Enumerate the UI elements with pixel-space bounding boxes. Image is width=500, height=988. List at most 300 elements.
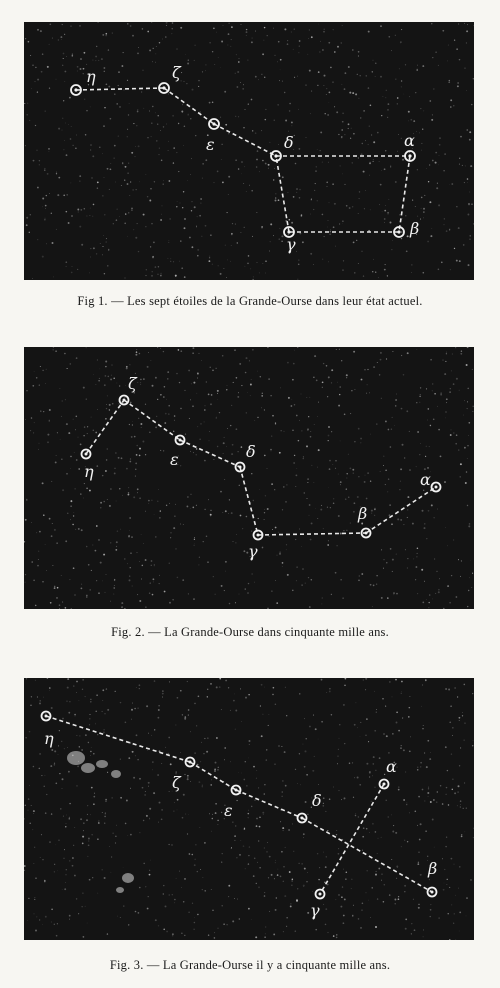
texture-speck [67, 678, 69, 680]
texture-speck [49, 518, 51, 520]
texture-speck [236, 857, 237, 858]
texture-speck [263, 814, 264, 815]
texture-speck [107, 168, 109, 170]
texture-speck [24, 541, 25, 542]
texture-speck [129, 575, 130, 576]
texture-speck [253, 277, 254, 278]
texture-speck [277, 555, 278, 556]
texture-speck [219, 678, 221, 679]
texture-speck [293, 851, 294, 852]
texture-speck [83, 387, 85, 389]
texture-speck [252, 349, 254, 351]
texture-speck [57, 870, 58, 871]
texture-speck [372, 271, 373, 272]
texture-speck [366, 498, 368, 500]
texture-speck [264, 519, 265, 520]
texture-speck [212, 814, 213, 815]
texture-speck [83, 435, 85, 437]
texture-speck [418, 852, 419, 853]
texture-speck [467, 347, 469, 348]
texture-speck [437, 406, 438, 407]
texture-speck [136, 687, 137, 688]
texture-speck [344, 134, 345, 135]
texture-speck [49, 88, 50, 89]
texture-speck [62, 65, 63, 66]
texture-speck [338, 749, 339, 750]
texture-speck [318, 879, 319, 880]
texture-speck [343, 260, 344, 261]
texture-speck [106, 574, 107, 575]
texture-speck [269, 856, 271, 858]
texture-speck [469, 422, 471, 424]
texture-speck [223, 442, 225, 444]
texture-speck [452, 779, 453, 780]
texture-speck [25, 519, 27, 521]
texture-speck [74, 594, 76, 596]
texture-speck [127, 173, 128, 174]
texture-speck [130, 181, 131, 182]
texture-speck [417, 553, 418, 554]
texture-speck [444, 883, 445, 884]
texture-speck [154, 729, 155, 730]
texture-speck [131, 436, 133, 438]
texture-speck [339, 724, 340, 725]
texture-speck [184, 878, 186, 880]
texture-speck [228, 687, 229, 688]
texture-speck [102, 34, 104, 36]
texture-speck [329, 202, 330, 203]
texture-speck [195, 135, 196, 136]
texture-speck [97, 893, 98, 894]
texture-speck [250, 395, 251, 396]
texture-speck [317, 467, 318, 468]
texture-speck [326, 365, 328, 367]
texture-speck [65, 882, 66, 883]
texture-speck [380, 76, 382, 78]
texture-speck [246, 31, 248, 33]
texture-speck [422, 129, 423, 130]
texture-speck [87, 923, 88, 924]
texture-speck [97, 181, 99, 183]
texture-speck [439, 578, 440, 579]
texture-speck [84, 426, 85, 427]
texture-speck [25, 145, 26, 146]
texture-speck [419, 402, 420, 403]
texture-speck [107, 709, 109, 711]
texture-speck [85, 906, 86, 907]
texture-speck [310, 539, 312, 541]
texture-speck [426, 388, 427, 389]
texture-speck [432, 819, 434, 821]
texture-speck [76, 135, 77, 136]
texture-speck [37, 565, 39, 567]
texture-speck [104, 592, 105, 593]
texture-speck [209, 813, 210, 814]
texture-speck [353, 905, 354, 906]
texture-speck [203, 753, 204, 754]
texture-speck [322, 259, 323, 260]
texture-speck [143, 214, 145, 216]
texture-speck [352, 49, 354, 51]
texture-speck [74, 875, 76, 877]
texture-speck [348, 66, 350, 68]
texture-speck [417, 431, 419, 433]
texture-speck [280, 69, 281, 70]
texture-speck [238, 58, 239, 59]
texture-speck [44, 775, 45, 776]
texture-speck [194, 60, 195, 61]
texture-speck [221, 862, 222, 863]
texture-speck [452, 789, 453, 790]
texture-speck [61, 741, 62, 742]
texture-speck [285, 847, 286, 848]
texture-speck [470, 879, 471, 880]
figure-1-noise [24, 22, 474, 280]
texture-speck [45, 208, 46, 209]
texture-speck [342, 886, 343, 887]
texture-speck [121, 602, 123, 604]
texture-speck [337, 382, 338, 383]
texture-speck [261, 735, 263, 737]
texture-speck [293, 49, 294, 50]
texture-speck [97, 360, 98, 361]
texture-speck [108, 376, 110, 378]
texture-speck [151, 500, 152, 501]
texture-speck [315, 508, 316, 509]
texture-speck [121, 65, 123, 67]
texture-speck [72, 865, 74, 867]
texture-speck [54, 587, 56, 589]
texture-speck [454, 40, 455, 41]
texture-speck [235, 542, 236, 543]
texture-speck [109, 505, 111, 507]
texture-speck [221, 709, 222, 710]
texture-speck [369, 126, 370, 127]
texture-speck [173, 147, 175, 149]
texture-speck [143, 378, 144, 379]
texture-speck [86, 64, 87, 65]
texture-speck [179, 871, 180, 872]
texture-speck [66, 815, 67, 816]
fig3-star-beta [427, 859, 437, 897]
texture-speck [281, 430, 282, 431]
texture-speck [376, 575, 377, 576]
texture-speck [350, 523, 351, 524]
texture-speck [87, 805, 88, 806]
texture-speck [57, 923, 58, 924]
texture-speck [80, 58, 82, 60]
texture-speck [64, 140, 65, 141]
texture-speck [460, 476, 461, 477]
texture-speck [59, 773, 60, 774]
texture-speck [183, 524, 184, 525]
texture-speck [49, 690, 50, 691]
texture-speck [260, 376, 261, 377]
texture-speck [446, 230, 448, 232]
texture-speck [244, 828, 245, 829]
texture-speck [235, 116, 236, 117]
texture-speck [55, 844, 56, 845]
texture-speck [95, 56, 97, 58]
texture-speck [409, 96, 410, 97]
texture-speck [190, 118, 191, 119]
texture-speck [113, 378, 115, 380]
texture-speck [385, 205, 386, 206]
texture-speck [128, 494, 130, 496]
texture-speck [216, 737, 218, 739]
texture-speck [149, 592, 151, 594]
texture-speck [418, 904, 419, 905]
texture-speck [158, 489, 159, 490]
texture-speck [447, 545, 448, 546]
texture-speck [363, 680, 364, 681]
texture-speck [441, 393, 442, 394]
texture-speck [415, 811, 417, 813]
texture-speck [129, 530, 130, 531]
texture-speck [352, 162, 353, 163]
texture-speck [280, 59, 282, 61]
texture-speck [225, 680, 227, 682]
texture-speck [417, 767, 418, 768]
texture-speck [75, 716, 76, 717]
texture-speck [404, 891, 405, 892]
texture-speck [234, 840, 235, 841]
texture-speck [92, 216, 93, 217]
texture-speck [358, 157, 359, 158]
texture-speck [214, 768, 216, 770]
texture-speck [32, 278, 33, 279]
texture-speck [464, 400, 465, 401]
texture-speck [279, 553, 281, 555]
texture-speck [245, 109, 246, 110]
texture-speck [460, 463, 462, 465]
texture-speck [401, 693, 402, 694]
texture-speck [329, 688, 330, 689]
texture-speck [217, 393, 218, 394]
texture-speck [139, 353, 141, 355]
texture-speck [56, 79, 57, 80]
texture-speck [421, 706, 422, 707]
texture-speck [25, 805, 26, 806]
texture-speck [152, 578, 154, 580]
texture-speck [213, 28, 215, 30]
texture-speck [470, 165, 472, 167]
texture-speck [124, 558, 125, 559]
texture-speck [219, 412, 220, 413]
texture-speck [161, 214, 162, 215]
texture-speck [41, 71, 43, 73]
texture-speck [126, 468, 128, 470]
texture-speck [169, 503, 170, 504]
texture-speck [120, 797, 122, 799]
texture-speck [208, 394, 210, 396]
texture-speck [280, 228, 281, 229]
texture-speck [341, 84, 342, 85]
texture-speck [199, 557, 200, 558]
texture-speck [128, 757, 130, 759]
texture-speck [247, 263, 248, 264]
texture-speck [465, 723, 466, 724]
texture-speck [472, 745, 473, 746]
texture-speck [39, 531, 41, 533]
texture-speck [66, 154, 68, 156]
texture-speck [51, 921, 52, 922]
texture-speck [148, 782, 150, 784]
texture-speck [80, 818, 82, 820]
texture-speck [114, 145, 116, 147]
figure-2-panel [24, 347, 474, 609]
texture-speck [103, 125, 105, 127]
texture-speck [257, 862, 258, 863]
texture-speck [420, 766, 421, 767]
texture-speck [395, 399, 397, 401]
texture-speck [249, 846, 250, 847]
texture-speck [334, 203, 336, 205]
texture-speck [246, 412, 247, 413]
texture-speck [157, 399, 158, 400]
texture-speck [435, 152, 437, 154]
texture-speck [249, 740, 251, 742]
texture-speck [328, 220, 329, 221]
texture-speck [183, 191, 184, 192]
texture-speck [62, 489, 64, 491]
texture-speck [467, 606, 468, 607]
texture-speck [404, 457, 405, 458]
texture-speck [182, 104, 183, 105]
texture-speck [198, 695, 200, 697]
texture-speck [190, 781, 191, 782]
texture-speck [183, 794, 185, 796]
texture-speck [163, 180, 164, 181]
texture-speck [132, 703, 133, 704]
texture-speck [401, 80, 402, 81]
texture-speck [344, 88, 346, 90]
texture-speck [318, 402, 319, 403]
texture-speck [69, 579, 70, 580]
texture-speck [208, 499, 209, 500]
texture-speck [44, 713, 46, 715]
texture-speck [181, 80, 182, 81]
texture-speck [35, 81, 36, 82]
texture-speck [135, 463, 137, 465]
texture-speck [356, 240, 357, 241]
texture-speck [367, 369, 368, 370]
texture-speck [342, 25, 343, 26]
texture-speck [448, 913, 449, 914]
texture-speck [102, 689, 104, 691]
texture-speck [338, 134, 339, 135]
texture-speck [368, 741, 369, 742]
texture-speck [462, 715, 463, 716]
texture-speck [446, 402, 447, 403]
texture-speck [472, 573, 473, 574]
texture-speck [35, 877, 37, 879]
texture-speck [473, 78, 474, 79]
texture-speck [371, 801, 372, 802]
texture-speck [296, 415, 298, 417]
texture-speck [299, 189, 301, 191]
texture-speck [149, 49, 151, 51]
texture-speck [194, 545, 195, 546]
texture-speck [400, 519, 402, 521]
texture-speck [150, 188, 151, 189]
texture-speck [374, 730, 376, 732]
texture-speck [325, 866, 327, 868]
texture-speck [246, 357, 248, 359]
texture-speck [473, 223, 474, 225]
texture-speck [387, 275, 388, 276]
texture-speck [310, 113, 311, 114]
texture-speck [294, 455, 295, 456]
texture-speck [223, 453, 224, 454]
texture-speck [328, 540, 329, 541]
texture-speck [472, 369, 473, 370]
texture-speck [100, 502, 102, 504]
texture-speck [418, 862, 419, 863]
texture-speck [315, 183, 316, 184]
texture-speck [364, 208, 365, 209]
texture-speck [367, 472, 369, 474]
texture-speck [421, 143, 422, 144]
texture-speck [136, 125, 137, 126]
texture-speck [388, 752, 390, 754]
texture-speck [440, 785, 442, 787]
texture-speck [90, 755, 91, 756]
fig3-link-alpha-gamma [320, 784, 384, 894]
texture-speck [115, 468, 116, 469]
texture-speck [79, 735, 80, 736]
texture-speck [335, 246, 336, 247]
texture-speck [156, 46, 157, 47]
texture-speck [358, 816, 359, 817]
texture-speck [158, 709, 160, 711]
texture-speck [198, 353, 199, 354]
texture-speck [360, 736, 361, 737]
texture-speck [164, 422, 166, 424]
texture-speck [240, 688, 241, 689]
texture-speck [68, 222, 70, 224]
texture-speck [302, 241, 304, 243]
texture-speck [137, 109, 138, 110]
texture-speck [155, 54, 156, 55]
texture-speck [188, 709, 190, 711]
fig2-link-eta-zeta [86, 400, 124, 454]
texture-speck [235, 710, 237, 712]
texture-speck [157, 774, 159, 776]
texture-speck [314, 355, 316, 357]
texture-speck [420, 823, 422, 825]
texture-speck [363, 110, 365, 112]
texture-speck [162, 697, 163, 698]
texture-speck [353, 133, 355, 135]
texture-speck [320, 131, 322, 133]
texture-speck [329, 102, 330, 103]
texture-speck [174, 420, 175, 421]
texture-speck [423, 208, 425, 210]
texture-speck [399, 68, 400, 69]
texture-speck [343, 915, 345, 917]
texture-speck [67, 687, 69, 689]
texture-speck [426, 446, 427, 447]
texture-speck [334, 51, 336, 53]
texture-speck [467, 408, 468, 409]
texture-speck [82, 689, 83, 690]
fig3-label-gamma: γ [310, 901, 320, 920]
texture-speck [259, 272, 260, 273]
texture-speck [460, 804, 461, 805]
texture-speck [137, 111, 139, 113]
texture-speck [177, 152, 178, 153]
